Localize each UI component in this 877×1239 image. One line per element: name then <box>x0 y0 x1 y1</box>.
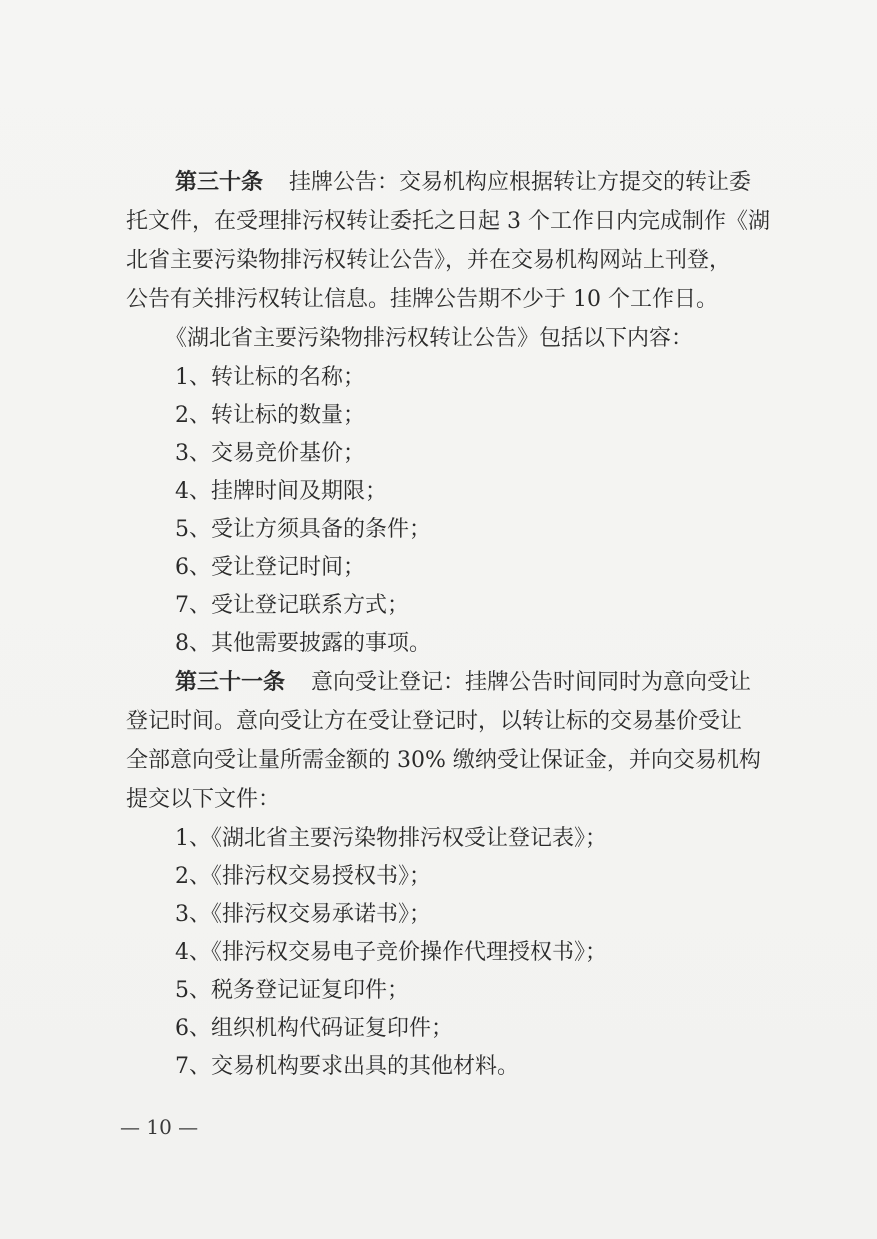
list-item: 1、转让标的名称； <box>175 365 365 390</box>
article-30-line-4: 公告有关排污权转让信息。挂牌公告期不少于 10 个工作日。 <box>126 287 718 312</box>
list-item: 3、交易竞价基价； <box>175 441 365 466</box>
list-item: 4、挂牌时间及期限； <box>175 479 387 504</box>
list-item: 3、《排污权交易承诺书》； <box>175 902 431 927</box>
list-item: 6、受让登记时间； <box>175 555 365 580</box>
list-item: 5、税务登记证复印件； <box>175 978 409 1003</box>
article-30-text: 挂牌公告：交易机构应根据转让方提交的转让委 <box>289 170 752 195</box>
list-item: 1、《湖北省主要污染物排污权受让登记表》； <box>175 826 607 851</box>
list-item: 7、受让登记联系方式； <box>175 593 409 618</box>
article-30-line-1 <box>175 172 751 194</box>
article-30-line-3: 北省主要污染物排污权转让公告》，并在交易机构网站上刊登， <box>126 248 732 273</box>
article-31-line-2: 登记时间。意向受让方在受让登记时，以转让标的交易基价受让 <box>126 709 743 734</box>
article-31-line-1 <box>175 672 751 694</box>
list-item: 5、受让方须具备的条件； <box>175 517 431 542</box>
list-item: 6、组织机构代码证复印件； <box>175 1016 453 1041</box>
article-30-line-2: 托文件，在受理排污权转让委托之日起 3 个工作日内完成制作《湖 <box>126 209 770 234</box>
article-30-intro: 《湖北省主要污染物排污权转让公告》包括以下内容： <box>165 326 694 351</box>
article-31-line-3: 全部意向受让量所需金额的 30% 缴纳受让保证金，并向交易机构 <box>126 748 761 773</box>
list-item: 8、其他需要披露的事项。 <box>175 631 431 656</box>
list-item: 7、交易机构要求出具的其他材料。 <box>175 1054 519 1079</box>
article-31-text: 意向受让登记：挂牌公告时间同时为意向受让 <box>311 670 752 695</box>
list-item: 2、转让标的数量； <box>175 403 365 428</box>
article-31-line-4: 提交以下文件： <box>126 787 281 812</box>
article-30-heading: 第三十条 <box>175 170 264 195</box>
page-number: — 10 — <box>120 1115 199 1139</box>
list-item: 4、《排污权交易电子竞价操作代理授权书》； <box>175 940 607 965</box>
list-item: 2、《排污权交易授权书》； <box>175 864 431 889</box>
article-31-heading: 第三十一条 <box>175 670 286 695</box>
